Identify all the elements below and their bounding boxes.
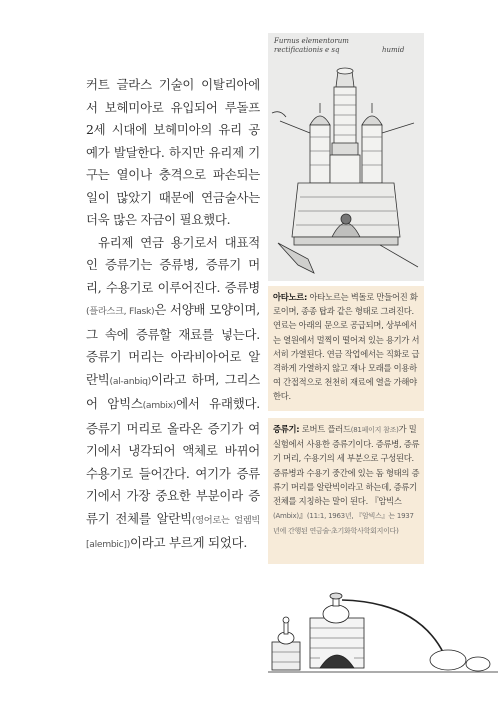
paragraph-1-text: 커트 글라스 기술이 이탈리아에서 보헤미아로 유입되어 루돌프 2세 시대에 보헤미아의 유리 공예가 발달한다. 하지만 유리제 기구는 열이나 충격으로 파손되는 일이 많았기 때문에 연금술사는 더욱 많은 자금이 필요했다. <box>86 77 260 227</box>
distillation-apparatus-illustration <box>268 592 498 678</box>
paragraph-2-text-d: 에서 유래했다. 증류기 머리로 올라온 증기가 여기에서 냉각되어 액체로 바뀌어 수용기로 들어간다. 여기가 증류기에서 가장 중요한 부분이라 증류기 전체를 알란빅 <box>86 396 260 526</box>
inscription-line-2: rectificationis e sq <box>274 46 340 54</box>
athanor-term: 아타노르: <box>273 292 308 302</box>
distiller-description-c: 』 <box>298 510 307 521</box>
flask-note: (플라스크, Flask) <box>86 306 155 317</box>
paragraph-2-text-e: 이라고 부르게 되었다. <box>129 535 248 550</box>
athanor-description: 아타노르는 벽돌로 만들어진 화로이며, 종종 탑과 같은 형태로 그려진다. 연료는 아래의 문으로 공급되며, 상부에서는 열원에서 멀찍이 떨어져 있는 용기가 서서히 가열된다. 연금 작업에서는 직화로 급격하게 가열하지 않고 재나 모래를 이용하여 간접적으로 천천히 재료에 열을 가해야 한다. <box>273 292 420 402</box>
paragraph-2-text-c: 이라고 하며, 그리스어 암빅스 <box>86 371 260 411</box>
page-reference-note: (81페이지 참조) <box>350 426 399 434</box>
paragraph-2-text-a: 유리제 연금 용기로서 대표적인 증류기는 증류병, 증류기 머리, 수용기로 이루어진다. 증류병 <box>86 234 260 295</box>
inscription-line-1: Furnus elementorum <box>274 37 349 45</box>
distiller-caption-box <box>268 418 424 564</box>
paragraph-2-text-b: 은 서양배 모양이며, 그 속에 증류할 재료를 넣는다. 증류기 머리는 아라비아어로 알란빅 <box>86 302 261 387</box>
athanor-illustration <box>268 33 424 281</box>
distiller-drawing <box>268 592 498 678</box>
alembic-note: (영어로는 얼렘빅 [alembic]) <box>86 514 260 550</box>
main-text-column <box>86 74 260 557</box>
distiller-description-b: 가 밀 실험에서 사용한 증류기이다. 증류병, 증류기 머리, 수용기의 세 부분으로 구성된다. 증류병과 수용기 중간에 있는 돔 형태의 증류기 머리를 알란빅이라고 하는데, 증류기 전체를 지칭하는 말이 된다. 『암빅스 <box>273 424 420 507</box>
anbiq-note: (al-anbiq) <box>109 375 151 387</box>
ambix-journal-note: (Ambix) <box>273 512 299 521</box>
paragraph-1 <box>86 74 260 232</box>
distiller-description-a: 로버트 플러드 <box>299 424 351 434</box>
athanor-drawing <box>268 33 424 281</box>
journal-citation: (11:1, 1963년, 『암빅스』는 1937년에 간행된 연금술·초기화학사학회지이다) <box>273 512 414 536</box>
athanor-caption-box <box>268 286 424 411</box>
paragraph-2 <box>86 232 260 557</box>
distiller-term: 증류기: <box>273 424 300 434</box>
inscription-right: humid <box>382 46 405 54</box>
ambix-note: (ambix) <box>142 400 177 411</box>
